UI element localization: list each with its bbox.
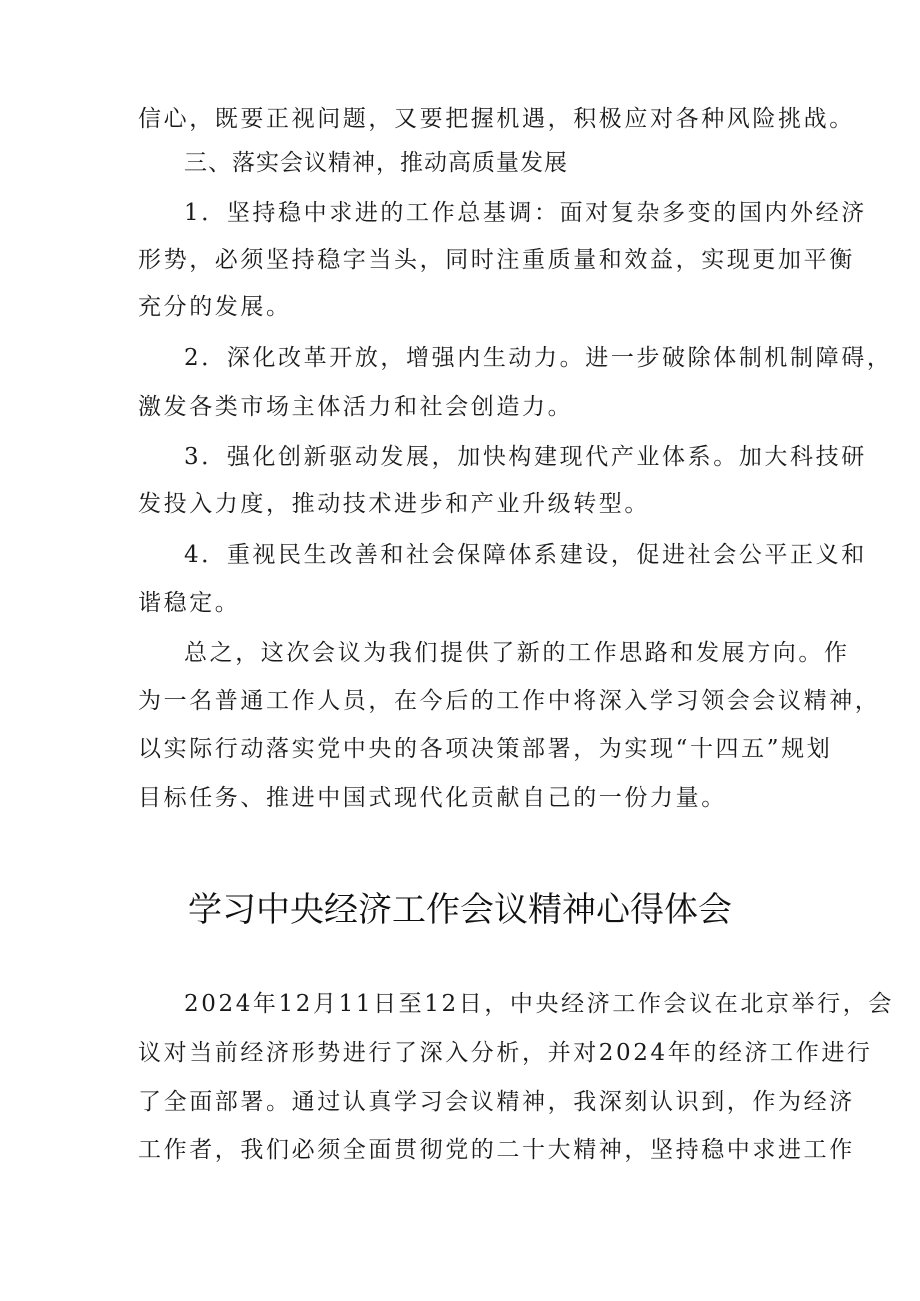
- conclusion-line: 目标任务、推进中国式现代化贡献自己的一份力量。: [138, 785, 727, 811]
- list-item-3-line: 3．强化创新驱动发展，加快构建现代产业体系。加大科技研: [184, 444, 867, 470]
- list-item-1-line: 1．坚持稳中求进的工作总基调：面对复杂多变的国内外经济: [184, 200, 867, 226]
- article-paragraph-line: 议对当前经济形势进行了深入分析，并对2024年的经济工作进行: [138, 1040, 873, 1066]
- list-item-2-line: 激发各类市场主体活力和社会创造力。: [138, 394, 574, 420]
- conclusion-line: 为一名普通工作人员，在今后的工作中将深入学习领会会议精神，: [138, 688, 881, 714]
- list-item-3-line: 发投入力度，推动技术进步和产业升级转型。: [138, 491, 650, 517]
- list-item-4-line: 谐稳定。: [138, 590, 241, 616]
- conclusion-line: 总之，这次会议为我们提供了新的工作思路和发展方向。作: [184, 640, 850, 666]
- conclusion-line: 以实际行动落实党中央的各项决策部署，为实现“十四五”规划: [138, 736, 833, 762]
- article-title: 学习中央经济工作会议精神心得体会: [188, 890, 732, 930]
- list-item-4-line: 4．重视民生改善和社会保障体系建设，促进社会公平正义和: [184, 542, 867, 568]
- list-item-1-line: 充分的发展。: [138, 294, 292, 320]
- intro-text-line: 信心，既要正视问题，又要把握机遇，积极应对各种风险挑战。: [138, 106, 855, 132]
- section-heading: 三、落实会议精神，推动高质量发展: [184, 150, 568, 176]
- list-item-2-line: 2．深化改革开放，增强内生动力。进一步破除体制机制障碍，: [184, 345, 893, 371]
- article-paragraph-line: 工作者，我们必须全面贯彻党的二十大精神，坚持稳中求进工作: [138, 1137, 855, 1163]
- list-item-1-line: 形势，必须坚持稳字当头，同时注重质量和效益，实现更加平衡: [138, 247, 855, 273]
- article-paragraph-line: 了全面部署。通过认真学习会议精神，我深刻认识到，作为经济: [138, 1089, 855, 1115]
- article-paragraph-line: 2024年12月11日至12日，中央经济工作会议在北京举行，会: [184, 991, 894, 1017]
